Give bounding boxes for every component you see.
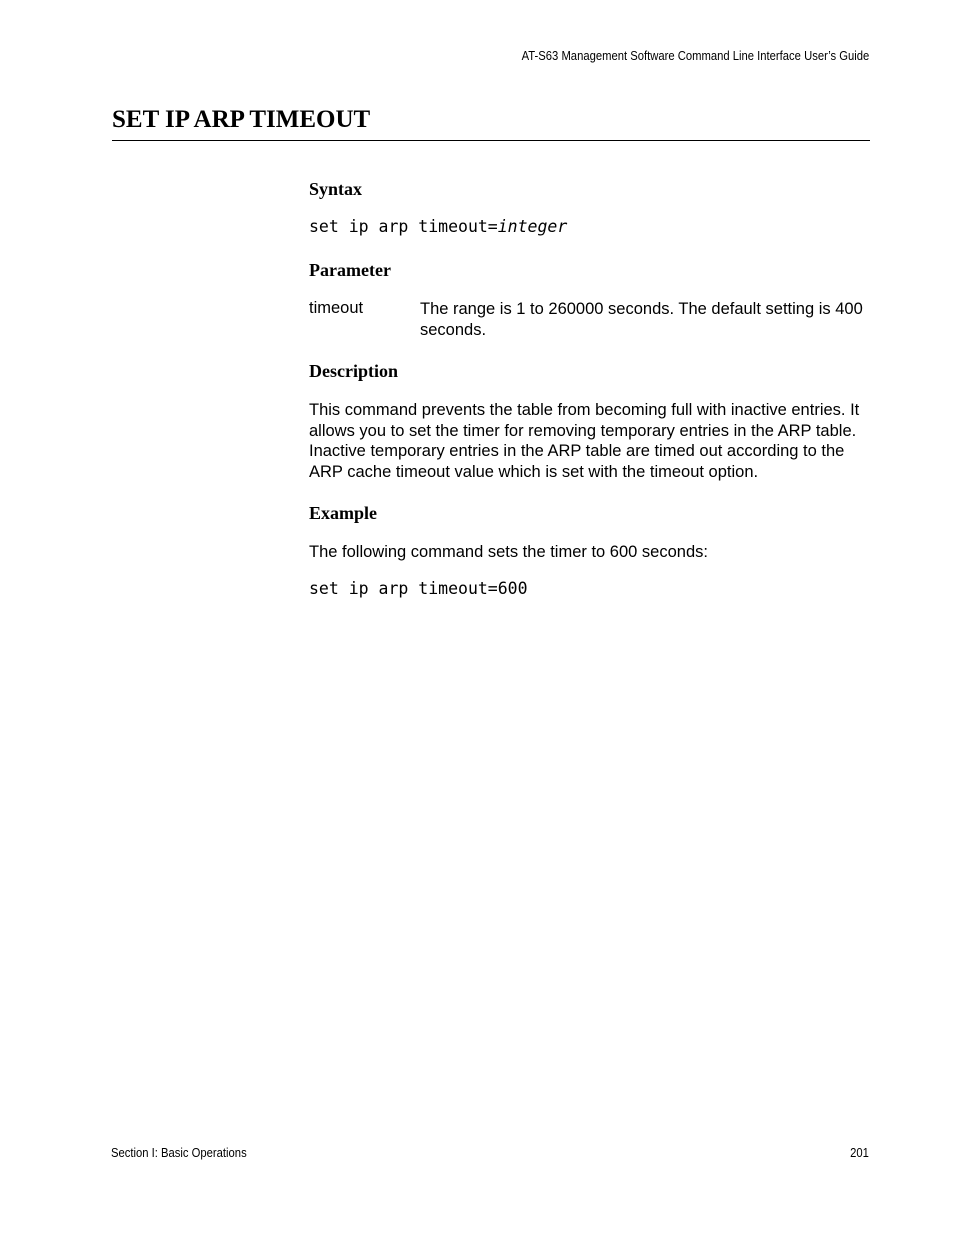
- footer-page-number: 201: [850, 1146, 869, 1160]
- description-heading: Description: [309, 361, 398, 381]
- parameter-heading: Parameter: [309, 260, 391, 280]
- parameter-description: The range is 1 to 260000 seconds. The default setting is 400 seconds.: [420, 300, 863, 339]
- page-title: SET IP ARP TIMEOUT: [112, 106, 371, 133]
- example-command: set ip arp timeout=600: [309, 579, 528, 598]
- syntax-command-argument: integer: [497, 217, 568, 236]
- parameter-name: timeout: [309, 299, 364, 317]
- running-header: AT-S63 Management Software Command Line Interface User’s Guide: [521, 49, 869, 63]
- title-divider: [112, 140, 870, 141]
- syntax-heading: Syntax: [309, 179, 363, 199]
- example-heading: Example: [309, 503, 378, 523]
- example-intro: The following command sets the timer to 600 seconds:: [309, 543, 708, 561]
- syntax-command: [309, 217, 567, 236]
- description-text: This command prevents the table from becoming full with inactive entries. It allows you to set the timer for removing temporary entries in the ARP table. Inactive temporary entries in the ARP table are timed out according to the ARP cache timeout value which is set with the timeout option.: [309, 401, 860, 481]
- syntax-command-prefix: set ip arp timeout=: [309, 217, 498, 236]
- footer-section: Section I: Basic Operations: [111, 1146, 247, 1160]
